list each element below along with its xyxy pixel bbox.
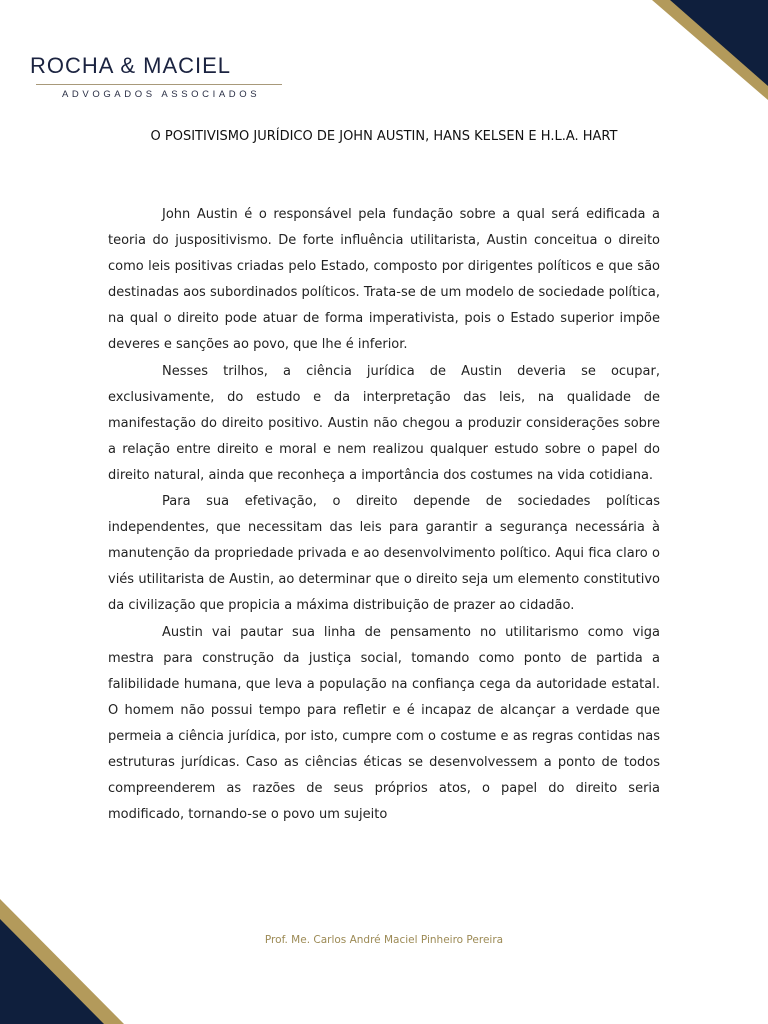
logo-divider <box>36 84 282 85</box>
paragraph: John Austin é o responsável pela fundação sobre a qual será edificada a teoria do juspositivismo. De forte influência utilitarista, Austin conceitua o direito como leis positivas criadas pelo Estado, composto por dirigentes políticos e que são destinadas aos subordinados políticos. Trata-se de um modelo de sociedade política, na qual o direito pode atuar de forma imperativista, pois o Estado superior impõe deveres e sanções ao povo, que lhe é inferior. <box>108 207 660 353</box>
logo-subtitle: ADVOGADOS ASSOCIADOS <box>62 89 261 100</box>
firm-logo <box>30 52 290 100</box>
paragraph: Para sua efetivação, o direito depende de sociedades políticas independentes, que necessitam das leis para garantir a segurança necessária à manutenção da propriedade privada e ao desenvolvimento político. Aqui fica claro o viés utilitarista de Austin, ao determinar que o direito seja um elemento constitutivo da civilização que propicia a máxima distribuição de prazer ao cidadão. <box>108 494 660 614</box>
paragraph: Nesses trilhos, a ciência jurídica de Austin deveria se ocupar, exclusivamente, do estudo e da interpretação das leis, na qualidade de manifestação do direito positivo. Austin não chegou a produzir considerações sobre a relação entre direito e moral e nem realizou qualquer estudo sobre o papel do direito natural, ainda que reconheça a importância dos costumes na vida cotidiana. <box>108 363 660 483</box>
logo-name: ROCHA & MACIEL <box>30 53 232 78</box>
footer-author: Prof. Me. Carlos André Maciel Pinheiro Pereira <box>264 934 504 946</box>
paragraph: Austin vai pautar sua linha de pensamento no utilitarismo como viga mestra para construção da justiça social, tomando como ponto de partida a falibilidade humana, que leva a população na confiança cega da autoridade estatal. O homem não possui tempo para refletir e é incapaz de alcançar a verdade que permeia a ciência jurídica, por isto, cumpre com o costume e as regras contidas nas estruturas jurídicas. Caso as ciências éticas se desenvolvessem a ponto de todos compreenderem as razões de seus próprios atos, o papel do direito seria modificado, tornando-se o povo um sujeito <box>108 624 660 823</box>
document-title: O POSITIVISMO JURÍDICO DE JOHN AUSTIN, HANS KELSEN E H.L.A. HART <box>150 129 618 144</box>
corner-decoration-top-right <box>638 0 768 110</box>
document-body <box>108 202 660 828</box>
corner-decoration-bottom-left <box>0 899 130 1024</box>
